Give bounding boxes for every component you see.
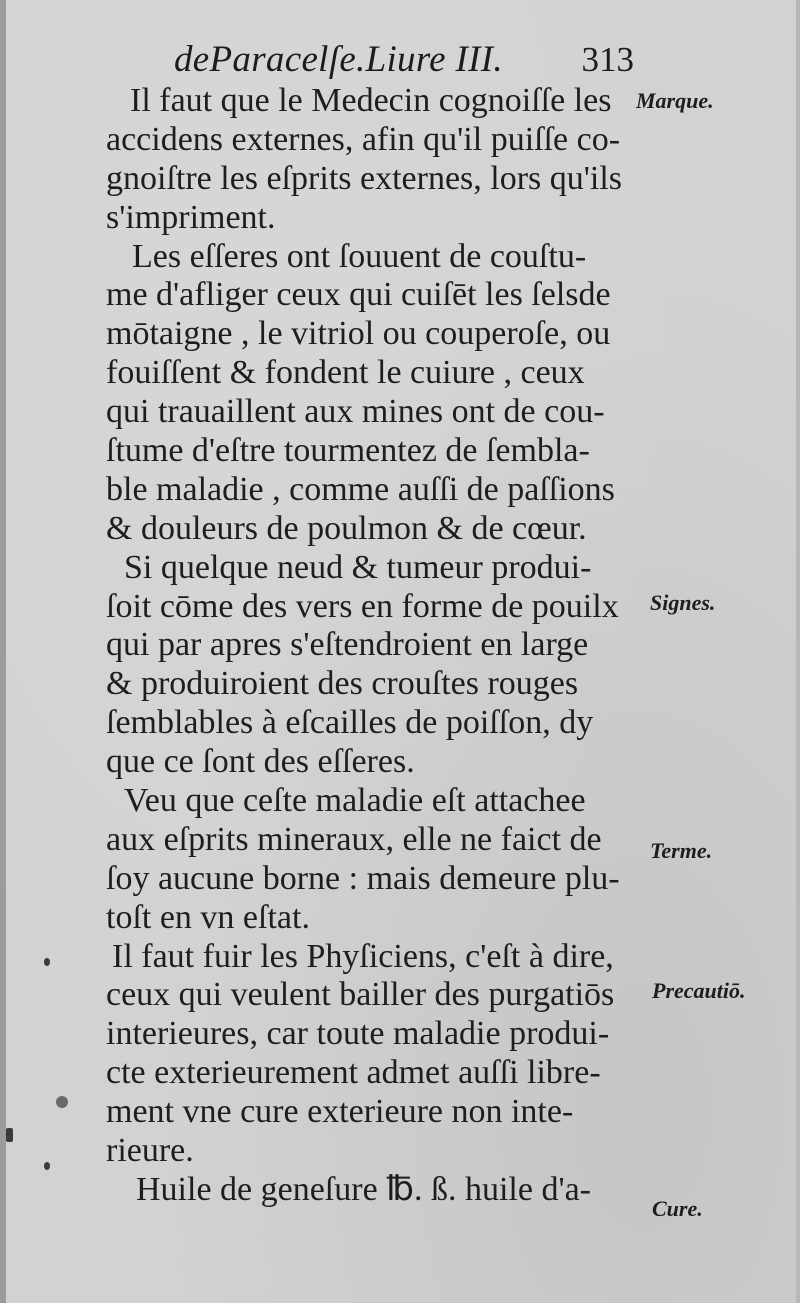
page-number: 313 (581, 40, 634, 79)
text-line: ment vne cure exterieure non inte- (106, 1093, 574, 1131)
margin-note-precaution: Precautiō. (652, 978, 746, 1003)
book-page (6, 0, 800, 1303)
ink-speck (44, 1162, 50, 1170)
text-line: aux eſprits mineraux, elle ne faict de (106, 820, 602, 858)
text-line: gnoiſtre les eſprits externes, lors qu'ils (106, 159, 623, 197)
text-line: ſtume d'eſtre tourmentez de ſembla- (106, 432, 590, 470)
text-line: s'impriment. (106, 198, 276, 236)
text-line: ſemblables à eſcailles de poiſſon, dy (106, 704, 594, 742)
running-head: deParacelſe.Liure III. (174, 39, 503, 80)
text-line: Huile de geneſure ℔. ß. huile d'a- (136, 1170, 591, 1208)
body-text (106, 82, 651, 1210)
text-line: accidens externes, afin qu'il puiſſe co- (106, 120, 621, 158)
text-line: Si quelque neud & tumeur produi- (124, 548, 592, 586)
text-line: ſoit cōme des vers en forme de pouilx (106, 587, 619, 625)
text-line: qui par apres s'eſtendroient en large (106, 626, 589, 664)
text-line: ceux qui veulent bailler des purgatiōs (106, 976, 615, 1014)
margin-note-terme: Terme. (650, 838, 713, 863)
text-line: Veu que ceſte maladie eſt attachee (124, 782, 586, 820)
text-line: & douleurs de poulmon & de cœur. (106, 509, 587, 547)
text-line: interieures, car toute maladie produi- (106, 1015, 610, 1053)
margin-note-signes: Signes. (650, 590, 716, 615)
text-line: fouiſſent & fondent le cuiure , ceux (106, 354, 585, 392)
text-line: me d'afliger ceux qui cuiſēt les ſelsde (106, 276, 611, 314)
text-line: Il faut fuir les Phyſiciens, c'eſt à dire, (112, 937, 614, 975)
text-line: rieure. (106, 1132, 194, 1170)
text-line: & produiroient des crouſtes rouges (106, 665, 579, 703)
text-line: mōtaigne , le vitriol ou couperoſe, ou (106, 315, 611, 353)
ink-speck (6, 1128, 13, 1142)
page-right-edge (796, 0, 800, 1303)
text-line: Les eſſeres ont ſouuent de couſtu- (132, 237, 587, 275)
text-line: qui trauaillent aux mines ont de cou- (106, 393, 605, 431)
text-line: toſt en vn eſtat. (106, 898, 310, 936)
text-line: cte exterieurement admet auſſi libre- (106, 1054, 601, 1092)
text-line: que ce ſont des eſſeres. (106, 743, 415, 781)
text-line: Il faut que le Medecin cognoiſſe les (130, 82, 612, 119)
ink-speck (44, 958, 50, 966)
text-line: ſoy aucune borne : mais demeure plu- (106, 859, 620, 897)
text-line: ble maladie , comme auſſi de paſſions (106, 470, 615, 508)
margin-note-cure: Cure. (652, 1196, 703, 1221)
margin-note-marque: Marque. (636, 88, 714, 113)
ink-speck (56, 1096, 68, 1108)
